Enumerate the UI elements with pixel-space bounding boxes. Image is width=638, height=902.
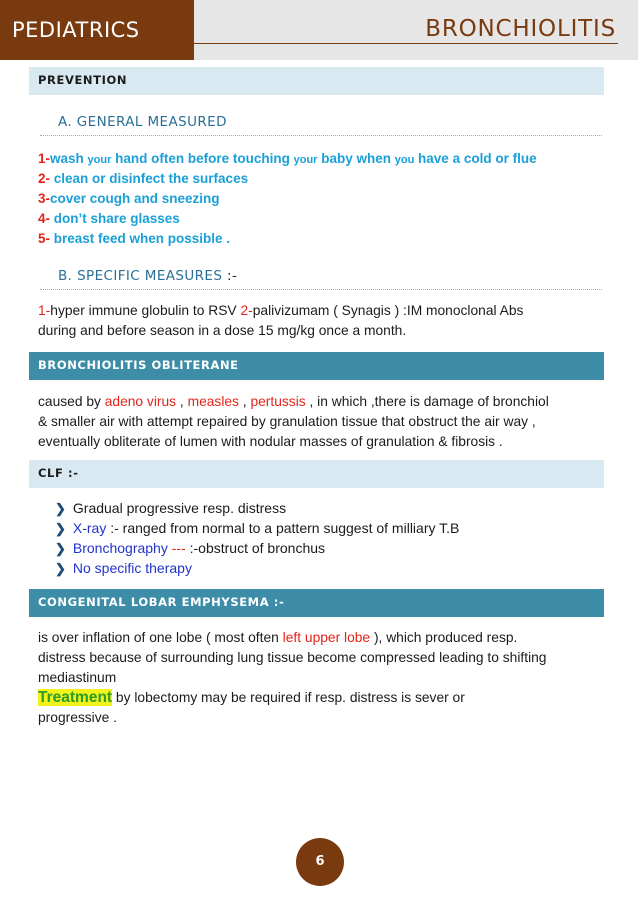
header-right-title: BRONCHIOLITIS [425,16,616,42]
subheading-rule [40,289,602,290]
item-number: 2- [240,303,253,318]
list-item [55,500,286,517]
list-item [38,171,248,186]
item-text: hand often before touching [111,151,294,166]
list-item [55,540,325,557]
chevron-right-icon: ❯ [55,541,66,556]
paragraph-line: mediastinum [38,670,117,685]
section-bar-obliterane [29,352,604,380]
list-item [38,191,220,206]
paragraph-line: distress because of surrounding lung tissue become compressed leading to shifting [38,650,547,665]
subheading-letter: A. [58,114,73,130]
paragraph-text: ), which produced resp. [370,630,518,645]
item-text: wash [50,151,88,166]
item-text: palivizumam ( Synagis ) :IM monoclonal Abs [252,303,524,318]
paragraph-line: eventually obliterate of lumen with nodular masses of granulation & fibrosis . [38,434,503,449]
header-right-block [194,0,638,60]
list-item [38,231,230,246]
item-number: 5- [38,231,51,246]
section-bar-prevention [29,67,604,95]
chevron-right-icon: ❯ [55,501,66,516]
paragraph-line: progressive . [38,710,117,725]
subheading-general [58,114,227,130]
item-dashes: --- [167,540,186,556]
treatment-label: Treatment [38,689,113,706]
subheading-title: GENERAL MEASURED [76,114,227,130]
item-term: X-ray [72,520,107,536]
item-text: baby when [317,151,395,166]
item-number: 1- [38,151,51,166]
page-number-badge [296,838,344,886]
subheading-rule [40,135,602,136]
list-item [38,151,537,166]
item-text: :-obstruct of bronchus [185,540,326,556]
highlight-term: adeno virus [104,394,177,409]
item-number: 2- [38,171,51,186]
paragraph-text: , [238,394,251,409]
subheading-suffix: :- [222,268,238,284]
paragraph-text: , in which ,there is damage of bronchiol [305,394,549,409]
header-left-title: PEDIATRICS [12,18,140,42]
item-text: cover cough and sneezing [50,191,220,206]
section-bar-emphysema [29,589,604,617]
section-title-prevention: PREVENTION [38,73,128,87]
item-text: clean or disinfect the surfaces [50,171,249,186]
section-bar-clf [29,460,604,488]
subheading-letter: B. [58,268,73,284]
section-title-obliterane: BRONCHIOLITIS OBLITERANE [38,358,239,372]
paragraph-text: is over inflation of one lobe ( most often [38,630,283,645]
item-text-small: you [394,154,415,166]
item-number: 3- [38,191,51,206]
paragraph-line: & smaller air with attempt repaired by granulation tissue that obstruct the air way , [38,414,536,429]
chevron-right-icon: ❯ [55,521,66,536]
section-title-clf: CLF :- [38,466,79,480]
item-text: No specific therapy [72,560,192,576]
highlight-term: pertussis [250,394,306,409]
highlight-term: measles [187,394,239,409]
item-text: hyper immune globulin to RSV [50,303,241,318]
page-number: 6 [315,854,325,869]
item-text: have a cold or flue [414,151,537,166]
subheading-specific [58,268,237,284]
specific-measures-text [38,301,610,341]
list-item [38,211,180,226]
list-item [55,560,192,577]
paragraph-text: , [176,394,188,409]
item-number: 4- [38,211,51,226]
header-rule [194,43,618,44]
item-number: 1- [38,303,51,318]
paragraph-text: by lobectomy may be required if resp. distress is sever or [112,690,465,705]
item-text-small: your [293,154,318,166]
emphysema-text [38,628,610,728]
page-header [0,0,638,60]
obliterane-text [38,392,610,452]
list-item [55,520,459,537]
item-text: breast feed when possible . [50,231,231,246]
item-text: Gradual progressive resp. distress [72,500,287,516]
section-title-emphysema: CONGENITAL LOBAR EMPHYSEMA :- [38,595,285,609]
item-text-small: your [87,154,112,166]
item-text: don’t share glasses [50,211,180,226]
item-text: :- ranged from normal to a pattern suggest of milliary T.B [106,520,460,536]
item-term: Bronchography [72,540,168,556]
paragraph-line: during and before season in a dose 15 mg/kg once a month. [38,323,407,338]
header-left-block [0,0,194,60]
subheading-title: SPECIFIC MEASURES [77,268,223,284]
paragraph-text: caused by [38,394,105,409]
highlight-term: left upper lobe [282,630,371,645]
chevron-right-icon: ❯ [55,561,66,576]
